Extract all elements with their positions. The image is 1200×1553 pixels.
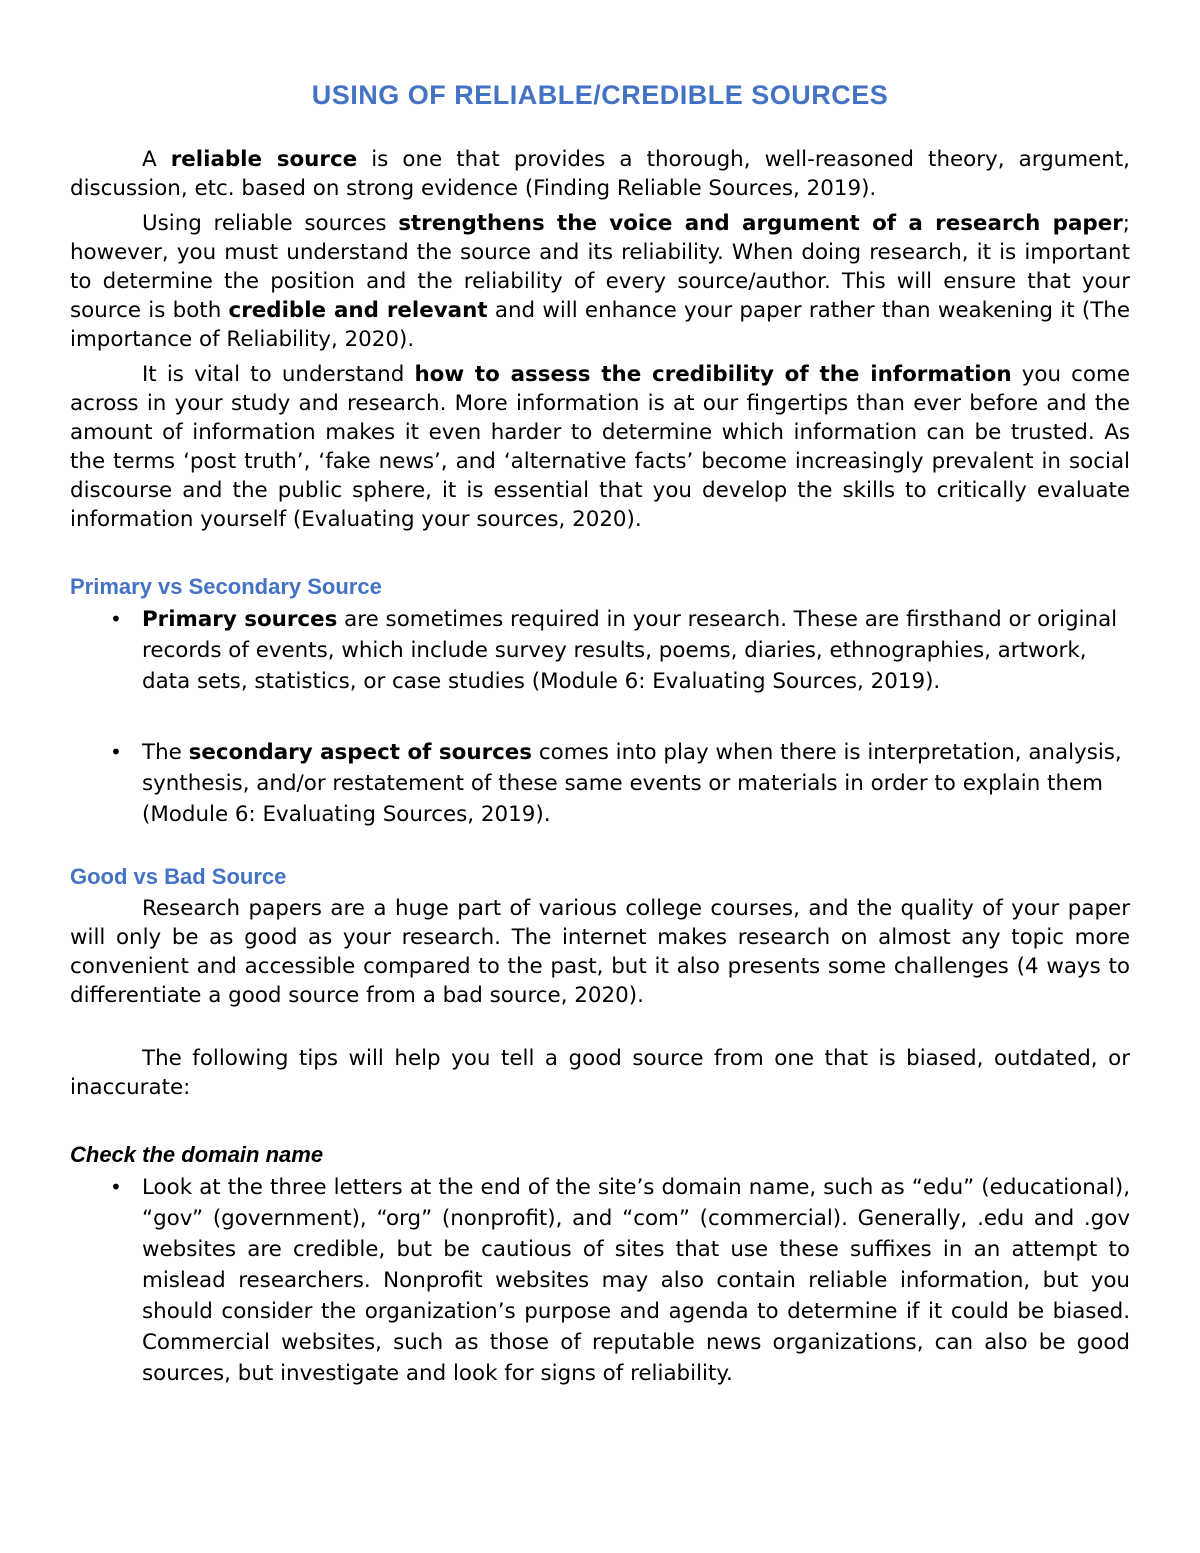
bold-term: strengthens the voice and argument of a research paper (398, 211, 1123, 236)
list-item-primary (70, 604, 1130, 697)
intro-paragraph-1 (70, 145, 1130, 203)
subheading-check-domain: Check the domain name (70, 1142, 324, 1167)
bold-term: secondary aspect of sources (188, 740, 533, 765)
text-run: A (142, 147, 171, 172)
check-domain-list (70, 1172, 1130, 1389)
list-item-domain-tip (70, 1172, 1130, 1389)
spacer (70, 1108, 1130, 1142)
text-run: Using reliable sources (142, 211, 399, 236)
text-run: are sometimes required in your research. These are firsthand or original records of events, which include survey results, poems, diaries, ethnographies, artwork, data sets, statistics, or case studies (Module 6: Evaluating Sources, 2019). (142, 607, 1118, 694)
intro-paragraph-3 (70, 360, 1130, 534)
text-run: Look at the three letters at the end of the site’s domain name, such as “edu” (educational), “gov” (government), “org” (nonprofit), and “com” (commercial). Generally, .edu and .gov websites are credible, but be cautious of sites that use these suffixes in an attempt to mislead researchers. Nonprofit websites may also contain reliable information, but you should consider the organization’s purpose and agenda to determine if it could be biased. Commercial websites, such as those of reputable news organizations, can also be good sources, but investigate and look for signs of reliability. (142, 1175, 1130, 1386)
bold-term: credible and relevant (228, 298, 488, 323)
document-page (70, 80, 1130, 1389)
primary-secondary-list (70, 604, 1130, 830)
good-bad-paragraph-1: Research papers are a huge part of various college courses, and the quality of your paper will only be as good as your research. The internet makes research on almost any topic more convenient and accessible compared to the past, but it also presents some challenges (4 ways to differentiate a good source from a bad source, 2020). (70, 896, 1130, 1008)
text-run: and will enhance your paper rather than weakening it (The importance of Reliability, 2020). (70, 298, 1130, 352)
text-run: It is vital to understand (142, 362, 415, 387)
bullet-icon: • (110, 607, 122, 631)
text-run: ; however, you must understand the source and its reliability. When doing research, it is important to determine the position and the reliability of every source/author. This will ensure that your source is both (70, 211, 1130, 323)
spacer (70, 540, 1130, 574)
good-bad-paragraph-2: The following tips will help you tell a good source from one that is biased, outdated, or inaccurate: (70, 1046, 1130, 1100)
text-run: comes into play when there is interpretation, analysis, synthesis, and/or restatement of these same events or materials in order to explain them (Module 6: Evaluating Sources, 2019). (142, 740, 1122, 827)
intro-paragraph-2 (70, 209, 1130, 354)
bullet-icon: • (110, 1175, 122, 1199)
section-heading-good-bad: Good vs Bad Source (70, 864, 287, 889)
spacer (70, 697, 1130, 737)
bullet-icon: • (110, 740, 122, 764)
section-heading-primary-secondary: Primary vs Secondary Source (70, 574, 382, 599)
document-title: USING OF RELIABLE/CREDIBLE SOURCES (311, 80, 889, 110)
bold-term: Primary sources (142, 607, 338, 632)
bold-term: reliable source (170, 147, 358, 172)
text-run: The (142, 740, 189, 765)
text-run: you come across in your study and research. More information is at our fingertips than ever before and the amount of information makes it even harder to determine which information can be trusted. As the terms ‘post truth’, ‘fake news’, and ‘alternative facts’ become increasingly prevalent in social discourse and the public sphere, it is essential that you develop the skills to critically evaluate information yourself (Evaluating your sources, 2020). (70, 362, 1130, 532)
bold-term: how to assess the credibility of the information (414, 362, 1012, 387)
list-item-secondary (70, 737, 1130, 830)
spacer (70, 830, 1130, 864)
text-run: is one that provides a thorough, well-reasoned theory, argument, discussion, etc. based on strong evidence (Finding Reliable Sources, 2019). (70, 147, 1130, 201)
